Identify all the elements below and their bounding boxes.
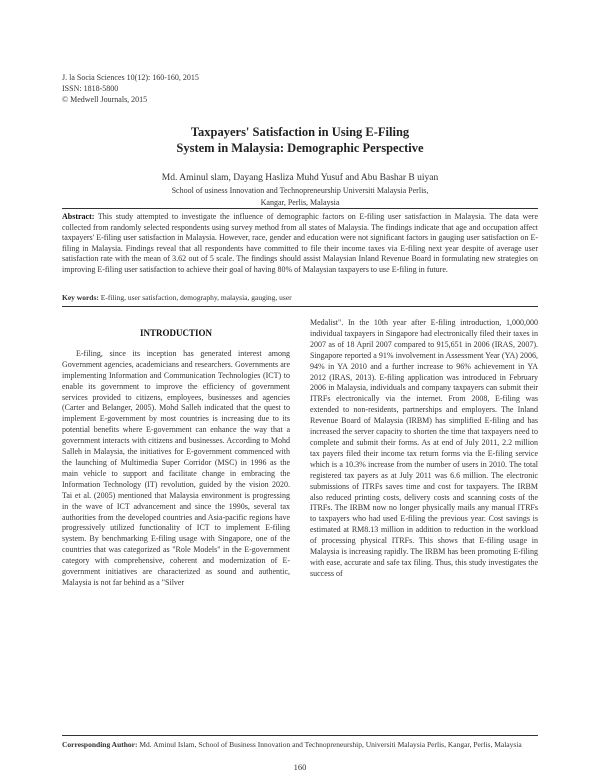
journal-header [62, 72, 199, 105]
title-line-2: System in Malaysia: Demographic Perspective [176, 141, 424, 155]
right-column [310, 318, 538, 580]
abstract-text: This study attempted to investigate the influence of demographic factors on E-filing user satisfaction in Malaysia. The data were collected from randomly selected respondents using survey method from all states of Malaysia. The findings indicate that age and occupation affect taxpayers' E-filing user satisfaction in Malaysia. However, race, gender and education were not significant factors in gauging user satisfaction on E-filing in Malaysia. Findings reveal that all respondents have committed to file their income taxes via E-filing next year despite of average user satisfaction rate with the mean of 3.62 out of 5 scale. The findings should assist Malaysian Inland Revenue Board in formulating new strategies on improving E-filing user satisfaction to achieve their goal of having 80% of Malaysian taxpayers to use E-filing in future. [62, 212, 538, 274]
page-number: 160 [293, 762, 307, 772]
right-column-text: Medalist". In the 10th year after E-filing introduction, 1,000,000 individual taxpayers in Singapore had electronically filed their taxes in 2007 as of 18 April 2007 compared to 915,651 in 2006 (IRAS, 2007). Singapore reported a 91% involvement in Assessment Year (YA) 2006, 94% in YA 2010 and a further increase to 96% achievement in YA 2012 (IRAS, 2013). E-filing application was introduced in February 2006 in Malaysia, individuals and company taxpayers can submit their ITRFs electronically via the internet. From 2008, E-filing was extended to non-residents, partnerships and employers. The Inland Revenue Board of Malaysia (IRBM) has simplified E-filing and has increased the server capacity to shorten the time that taxpayers need to complete and submit their forms. As at end of July 2011, 2.2 million tax payers filed their income tax return forms via the E-filing service which is a 10.3% increase from the number of users in 2010. The total registered tax payers as at July 2011 was 6.6 million. The electronic submissions of ITRFs saves time and cost for taxpayers. The IRBM also reduced printing costs, delivery costs and scanning costs of the ITRFs. The IRBM now no longer physically mails any manual ITRFs to taxpayers who had used E-filing the previous year. Cost savings is estimated at RM8.13 million in addition to reduction in the workload of processing physical ITRFs. This shows that E-filing usage in Malaysia is increasing rapidly. The IRBM has been promoting E-filing with ease, accurate and safe tax filing. Thus, this study investigates the success of [310, 318, 538, 578]
left-column-text: E-filing, since its inception has generated interest among Government agencies, academicians and researchers. Governments are implementing Information and Communication Technologies (ICT) to enable its government to improve the efficiency of government services provided to citizens, employees, businesses and agencies (Carter and Belanger, 2005). Mohd Salleh indicated that the quest to implement E-government by most countries is increasing due to its potential benefits where E-government can enhance the way that a government interacts with citizens and businesses. According to Mohd Salleh in Malaysia, the initiatives for E-government commenced with the launching of Multimedia Super Corridor (MSC) in 1996 as the main vehicle to support and facilitate change in embracing the Information Technology (IT) revolution, guided by the vision 2020. Tai et al. (2005) mentioned that Malaysia environment is progressing in the wave of ICT advancement and since the 1990s, several tax authorities from the developed countries and Asia-pacific regions have progressively utilized functionality of ICT to implement E-filing system. By benchmarking E-filing usage with Singapore, one of the countries that was categorized as "Role Models" in the E-government category with comprehensive, coherent and modernization of E-government initiatives are characterized as sound and authentic, Malaysia is not far behind as a "Silver [62, 348, 290, 587]
journal-issn: ISSN: 1818-5800 [62, 84, 119, 93]
affiliation [0, 185, 600, 209]
abstract [62, 212, 538, 275]
title-line-1: Taxpayers' Satisfaction in Using E-Filing [190, 125, 410, 139]
section-heading-introduction: INTRODUCTION [139, 328, 212, 338]
author-list: Md. Aminul slam, Dayang Hasliza Muhd Yusuf and Abu Bashar B uiyan [161, 173, 439, 183]
affiliation-line-2: Kangar, Perlis, Malaysia [260, 198, 340, 207]
keywords-label: Key words: [62, 293, 99, 302]
affiliation-line-1: School of usiness Innovation and Technopreneurship Universiti Malaysia Perlis, [171, 186, 429, 195]
corresponding-text: Md. Aminul Islam, School of Business Innovation and Technopreneurship, Universiti Malaysia Perlis, Kangar, Perlis, Malaysia [139, 740, 522, 749]
corresponding-author [62, 740, 538, 750]
journal-copyright: © Medwell Journals, 2015 [62, 95, 148, 104]
left-column [62, 318, 290, 589]
keywords-bottom-rule [62, 306, 538, 307]
keywords [62, 293, 538, 303]
keywords-text: E-filing, user satisfaction, demography, malaysia, gauging, user [100, 293, 292, 302]
footer-rule [62, 735, 538, 736]
abstract-top-rule [62, 208, 538, 209]
abstract-label: Abstract: [62, 212, 95, 221]
paper-title [0, 124, 600, 156]
journal-citation: J. la Socia Sciences 10(12): 160-160, 2015 [62, 73, 199, 82]
corresponding-label: Corresponding Author: [62, 740, 138, 749]
